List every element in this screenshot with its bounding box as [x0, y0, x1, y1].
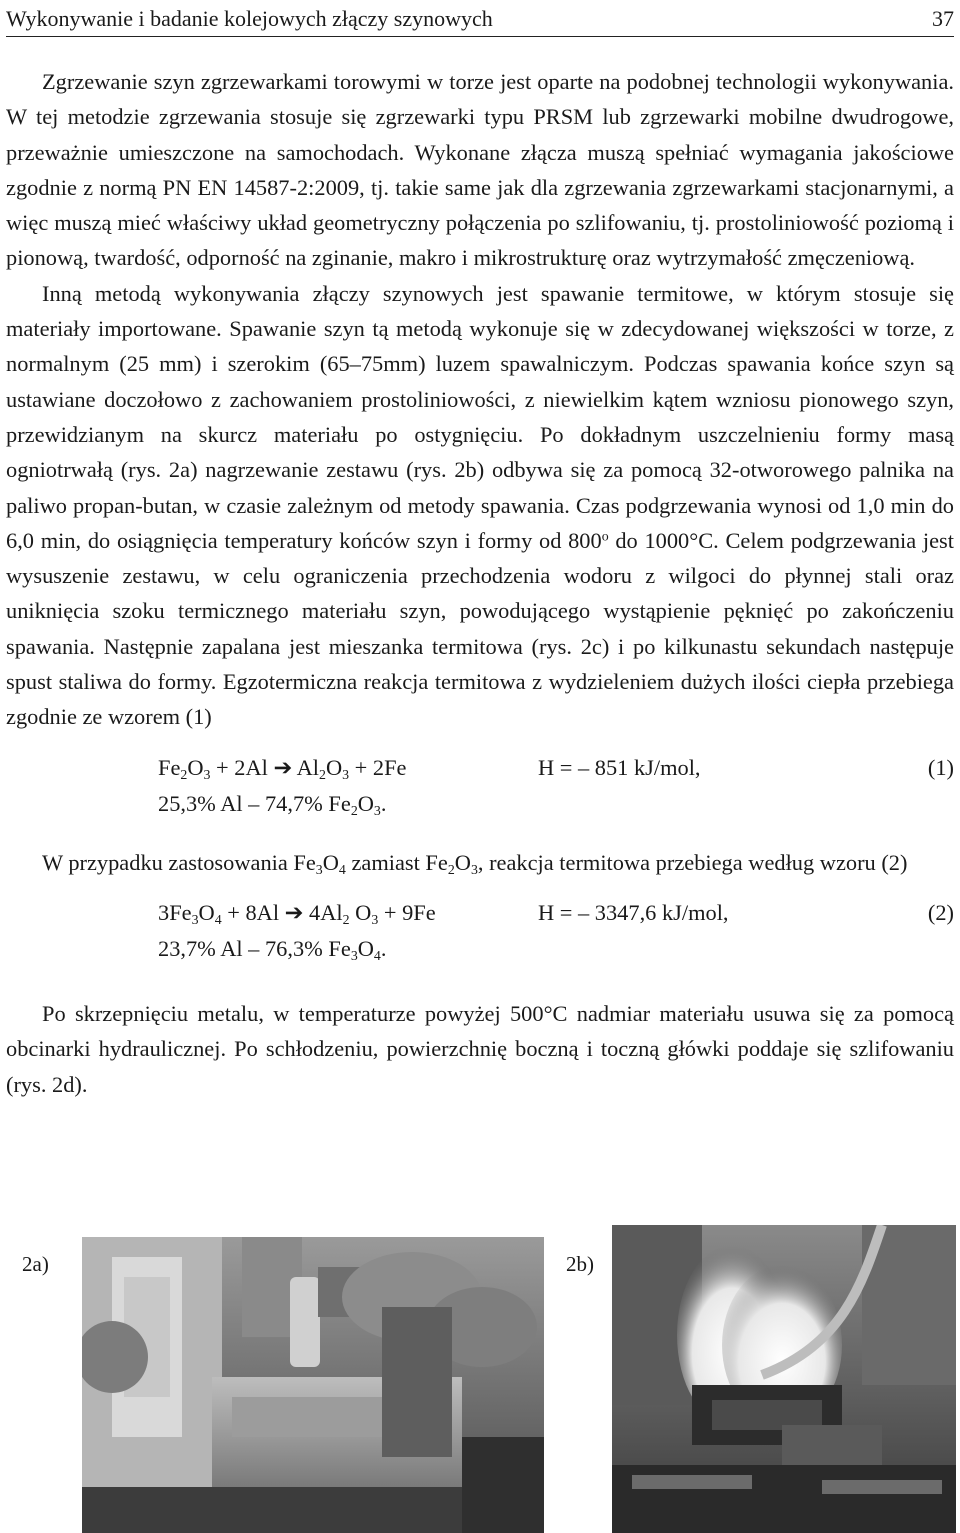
- equation-2-composition: 23,7% Al – 76,3% $Fe_3O_4$.: [158, 935, 387, 964]
- equation-1-enthalpy: H = – 851 kJ/mol,: [538, 754, 701, 780]
- figure-2b-label: 2b): [566, 1252, 594, 1276]
- arrow-icon: ➔: [273, 754, 293, 780]
- equation-2: [6, 900, 954, 978]
- equation-1: [6, 755, 954, 833]
- figure-2b-photo: [612, 1225, 956, 1533]
- paragraph-1: Zgrzewanie szyn zgrzewarkami torowymi w torze jest oparte na podobnej technologii wykonywania. W tej metodzie zgrzewania stosuje się zgrzewarki typu PRSM lub zgrzewarki mobilne dwudrogowe, przeważnie umieszczone na samochodach. Wykonane złącza muszą spełniać wymagania jakościowe zgodnie z normą PN EN 14587-2:2009, tj. takie same jak dla zgrzewania zgrzewarkami stacjonarnymi, a więc muszą mieć właściwy układ geometryczny połączenia po szlifowaniu, tj. prostoliniowość poziomą i pionową, twardość, odporność na zginanie, makro i mikrostrukturę oraz wytrzymałość zmęczeniową.: [6, 69, 954, 271]
- paragraph-2: Inną metodą wykonywania złączy szynowych jest spawanie termitowe, w którym stosuje się materiały importowane. Spawanie szyn tą metodą wykonuje się w zdecydowanej większości w torze, z normalnym (25 mm) i szerokim (65–75mm) luzem spawalniczym. Podczas spawania końce szyn są ustawiane doczołowo z zachowaniem prostoliniowości, z niewielkim kątem wzniosu pionowego szyn, przewidzianym na skurcz materiału po ostygnięciu. Po dokładnym uszczelnieniu formy masą ogniotrwałą (rys. 2a) nagrzewanie zestawu (rys. 2b) odbywa się za pomocą 32-otworowego palnika na paliwo propan-butan, w czasie zależnym od metody spawania. Czas podgrzewania wynosi od 1,0 min do 6,0 min, do osiągnięcia temperatury końców szyn i formy od 800$^o$ do 1000°C. Celem podgrzewania jest wysuszenie zestawu, w celu ograniczenia przechodzenia wodoru z wilgoci do płynnej stali oraz uniknięcia szoku termicznego materiału szyn, powodującego wystąpienie pęknięć po zakończeniu spawania. Następnie zapalana jest mieszanka termitowa (rys. 2c) i po kilkunastu sekundach następuje spust staliwa do formy. Egzotermiczna reakcja termitowa z wydzieleniem dużych ilości ciepła przebiega zgodnie ze wzorem (1): [6, 280, 954, 730]
- header-title: Wykonywanie i badanie kolejowych złączy szynowych: [6, 6, 493, 31]
- figure-2a-label: 2a): [22, 1252, 49, 1276]
- page-number: 37: [932, 6, 954, 31]
- paragraph-3: Po skrzepnięciu metalu, w temperaturze powyżej 500°C nadmiar materiału usuwa się za pomocą obcinarki hydraulicznej. Po schłodzeniu, powierzchnię boczną i toczną główki poddaje się szlifowaniu (rys. 2d).: [6, 1000, 954, 1097]
- equation-1-composition: 25,3% Al – 74,7% $Fe_2O_3$.: [158, 790, 387, 819]
- equation-1-number: (1): [927, 754, 954, 780]
- equation-2-reaction: $3Fe_3O_4 + 8Al$ ➔ $4Al_2$ $O_3 + 9Fe$: [158, 899, 436, 928]
- body-text: [6, 64, 954, 1102]
- figure-2a-photo: [82, 1237, 544, 1533]
- equation-1-reaction: $Fe_2O_3 + 2Al$ ➔ $Al_2O_3 + 2Fe$: [158, 754, 407, 783]
- arrow-icon: ➔: [284, 899, 304, 925]
- equation-2-number: (2): [927, 899, 954, 925]
- equation-2-enthalpy: H = – 3347,6 kJ/mol,: [538, 899, 729, 925]
- paragraph-mid: W przypadku zastosowania $Fe_3O_4$ zamiast $Fe_2O_3$, reakcja termitowa przebiega według wzoru (2): [42, 849, 908, 878]
- running-header: [6, 0, 954, 37]
